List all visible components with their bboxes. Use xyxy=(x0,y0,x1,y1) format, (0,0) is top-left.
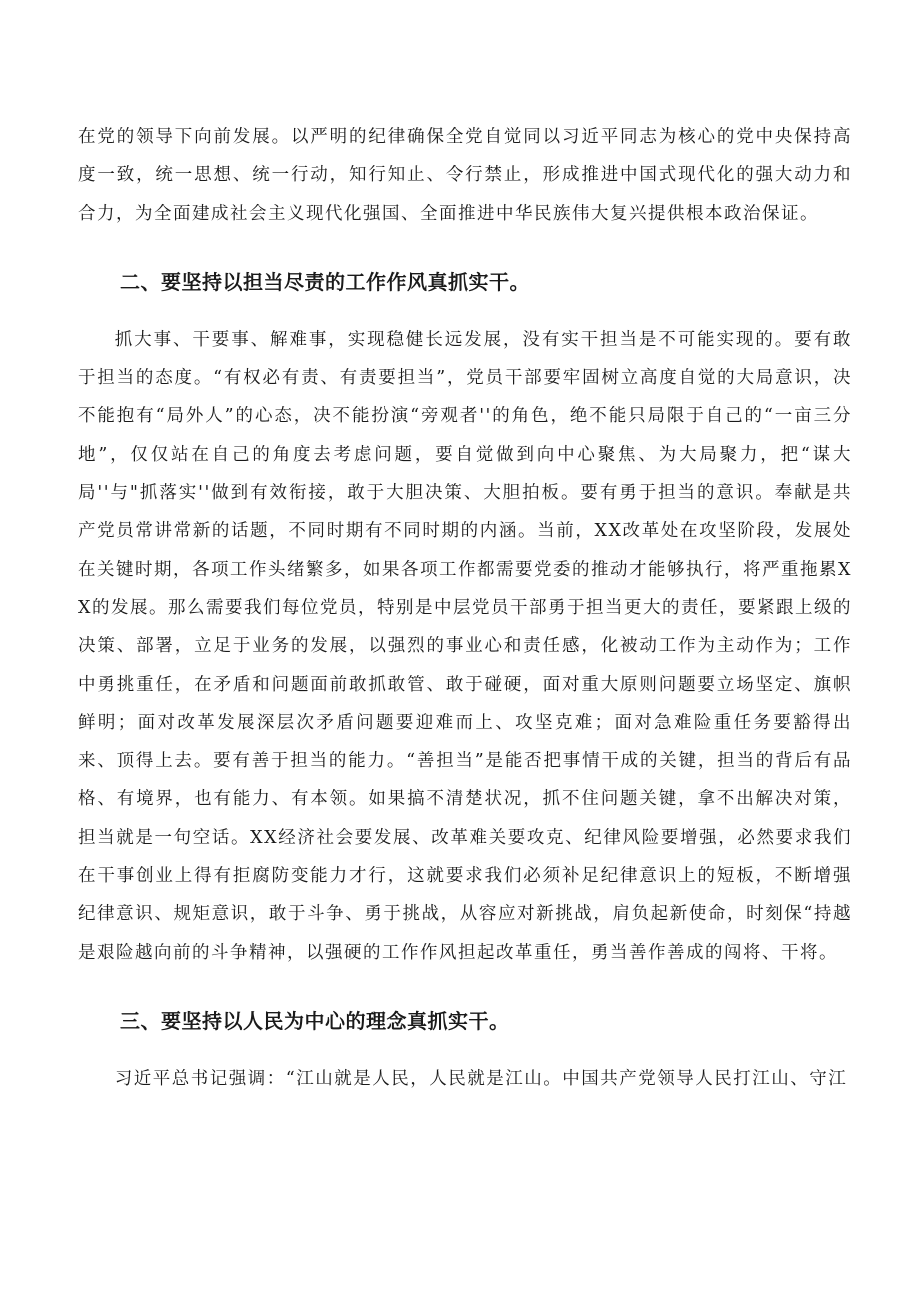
section-heading: 三、要坚持以人民为中心的理念真抓实干。 xyxy=(120,1008,510,1033)
section-heading: 二、要坚持以担当尽责的工作作风真抓实干。 xyxy=(120,269,530,294)
body-paragraph: 抓大事、干要事、解难事，实现稳健长远发展，没有实干担当是不可能实现的。要有敢于担当的态度。“有权必有责、有责要担当”，党员干部要牢固树立高度自觉的大局意识，决不能抱有“局外人”的心态，决不能扮演“旁观者''的角色，绝不能只局限于自己的“一亩三分地”，仅仅站在自己的角度去考虑问题，要自觉做到向中心聚焦、为大局聚力，把“谋大局''与"抓落实''做到有效衔接，敢于大胆决策、大胆拍板。要有勇于担当的意识。奉献是共产党员常讲常新的话题，不同时期有不同时期的内涵。当前，XX改革处在攻坚阶段，发展处在关键时期，各项工作头绪繁多，如果各项工作都需要党委的推动才能够执行，将严重拖累XX的发展。那么需要我们每位党员，特别是中层党员干部勇于担当更大的责任，要紧跟上级的决策、部署，立足于业务的发展，以强烈的事业心和责任感，化被动工作为主动作为；工作中勇挑重任，在矛盾和问题面前敢抓敢管、敢于碰硬，面对重大原则问题要立场坚定、旗帜鲜明；面对改革发展深层次矛盾问题要迎难而上、攻坚克难；面对急难险重任务要豁得出来、顶得上去。要有善于担当的能力。“善担当”是能否把事情干成的关键，担当的背后有品格、有境界，也有能力、有本领。如果搞不清楚状况，抓不住问题关键，拿不出解决对策，担当就是一句空话。XX经济社会要发展、改革难关要攻克、纪律风险要增强，必然要求我们在干事创业上得有拒腐防变能力才行，这就要求我们必须补足纪律意识上的短板，不断增强纪律意识、规矩意识，敢于斗争、勇于挑战，从容应对新挑战，肩负起新使命，时刻保“持越是艰险越向前的斗争精神，以强硬的工作作风担起改革重任，勇当善作善成的闯将、干将。 xyxy=(78,329,852,963)
body-paragraph: 在党的领导下向前发展。以严明的纪律确保全党自觉同以习近平同志为核心的党中央保持高度一致，统一思想、统一行动，知行知止、令行禁止，形成推进中国式现代化的强大动力和合力，为全面建成社会主义现代化强国、全面推进中华民族伟大复兴提供根本政治保证。 xyxy=(78,127,852,224)
body-paragraph: 习近平总书记强调：“江山就是人民，人民就是江山。中国共产党领导人民打江山、守江 xyxy=(114,1068,848,1089)
